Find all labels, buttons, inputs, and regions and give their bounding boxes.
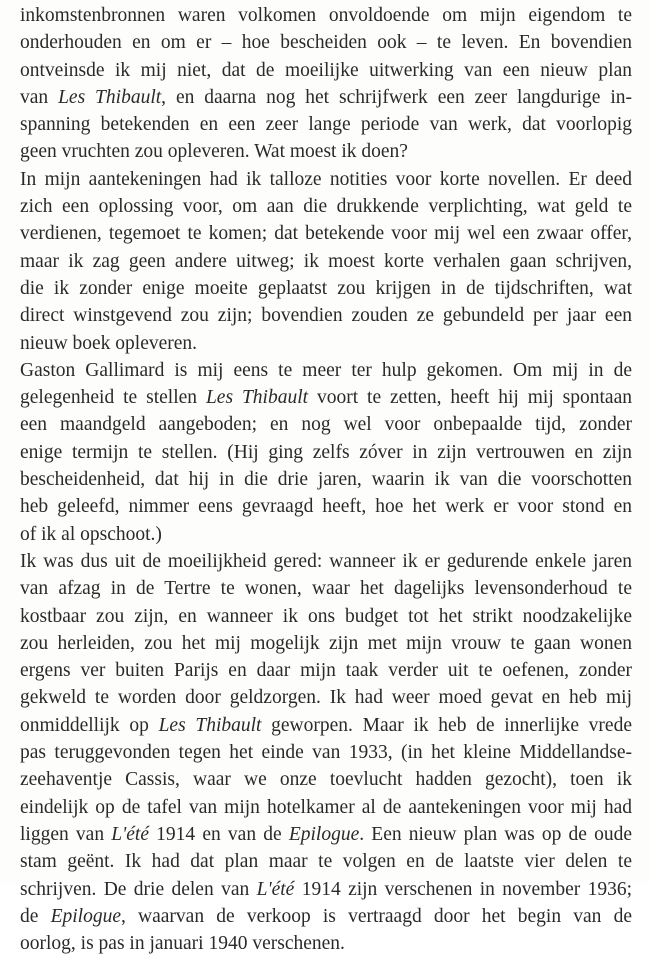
text-line <box>20 493 632 520</box>
text-line <box>20 439 632 466</box>
text-line <box>20 739 632 766</box>
text-run: Ik was dus uit de moeilijkheid gered: wanneer ik er gedurende enkele jaren <box>20 550 632 572</box>
text-run: . Een nieuw plan was op de oude <box>359 823 632 845</box>
text-line <box>20 2 632 29</box>
text-run: zeehaventje Cassis, waar we onze toevlucht hadden gezocht), toen ik <box>20 769 632 791</box>
text-run: gekweld te worden door geldzorgen. Ik had weer moed gevat en heb mij <box>20 687 632 709</box>
text-run: kostbaar zou zijn, en wanneer ik ons budget tot het strikt noodzakelijke <box>20 605 632 627</box>
text-line <box>20 330 632 357</box>
italic-title: Les Thibault <box>158 714 262 736</box>
text-line <box>20 794 632 821</box>
text-run: van <box>20 86 59 108</box>
text-line <box>20 302 632 329</box>
text-run: die ik zonder enige moeite geplaatst zou krijgen in de tijdschriften, wat <box>20 277 632 299</box>
text-line <box>20 466 632 493</box>
text-run: direct winstgevend zou zijn; bovendien zouden ze gebundeld per jaar een <box>20 305 632 327</box>
text-run: 1914 zijn verschenen in november 1936; <box>294 878 632 900</box>
text-line <box>20 603 632 630</box>
text-run: spanning betekenden en een zeer lange periode van werk, dat voorlopig <box>20 114 632 136</box>
text-line <box>20 575 632 602</box>
text-run: verdienen, tegemoet te komen; dat betekende voor mij wel een zwaar offer, <box>20 223 632 245</box>
text-run: of ik al opschoot.) <box>20 523 162 545</box>
italic-title: L'été <box>256 878 295 900</box>
text-run: ergens ver buiten Parijs en daar mijn taak verder uit te oefenen, zonder <box>20 660 632 682</box>
italic-title: Les Thibault <box>205 387 309 409</box>
text-run: onderhouden en om er – hoe bescheiden ook – te leven. En bovendien <box>20 32 632 54</box>
italic-title: Epilogue <box>288 823 360 845</box>
text-line <box>20 220 632 247</box>
text-run: heb geleefd, nimmer eens gevraagd heeft, hoe het werk er voor stond en <box>20 496 632 518</box>
text-run: Gaston Gallimard is mij eens te meer ter hulp gekomen. Om mij in de <box>20 359 632 381</box>
text-run: een maandgeld aangeboden; en nog wel voor onbepaalde tijd, zonder <box>20 414 632 436</box>
paragraph <box>20 548 632 957</box>
text-run: schrijven. De drie delen van <box>20 878 257 900</box>
text-run: geen vruchten zou opleveren. Wat moest ik doen? <box>20 141 408 163</box>
text-line <box>20 657 632 684</box>
italic-title: L'été <box>111 823 149 845</box>
text-line <box>20 821 632 848</box>
text-run: zou herleiden, zou het mij mogelijk zijn met mijn vrouw te gaan wonen <box>20 632 632 654</box>
text-line <box>20 930 632 957</box>
text-line <box>20 712 632 739</box>
text-line <box>20 29 632 56</box>
text-line <box>20 876 632 903</box>
text-run: maar ik zag geen andere uitweg; ik moest korte verhalen gaan schrijven, <box>20 250 632 272</box>
text-run: inkomstenbronnen waren volkomen onvoldoende om mijn eigendom te <box>20 5 632 26</box>
text-line <box>20 766 632 793</box>
text-line <box>20 630 632 657</box>
text-line <box>20 411 632 438</box>
text-run: , en daarna nog het schrijfwerk een zeer langdurige in- <box>161 86 632 108</box>
text-run: de <box>20 905 51 927</box>
paragraph <box>20 357 632 548</box>
text-line <box>20 903 632 930</box>
text-line <box>20 684 632 711</box>
text-line <box>20 848 632 875</box>
text-run: oorlog, is pas in januari 1940 verschenen. <box>20 933 345 955</box>
text-run: liggen van <box>20 823 112 845</box>
text-run: , waarvan de verkoop is vertraagd door het begin van de <box>120 905 632 927</box>
text-line <box>20 548 632 575</box>
text-line <box>20 521 632 548</box>
italic-title: Les Thibault <box>58 86 162 108</box>
text-run: zich een oplossing voor, om aan die drukkende verplichting, wat geld te <box>20 196 632 218</box>
text-run: gelegenheid te stellen <box>20 387 206 409</box>
text-run: eindelijk op de tafel van mijn hotelkamer al de aantekeningen voor mij had <box>20 796 632 818</box>
text-run: 1914 en van de <box>149 823 289 845</box>
text-run: onmiddellijk op <box>20 714 159 736</box>
text-line <box>20 248 632 275</box>
text-line <box>20 138 632 165</box>
text-run: voort te zetten, heeft hij mij spontaan <box>308 387 632 409</box>
text-line <box>20 111 632 138</box>
text-run: geworpen. Maar ik heb de innerlijke vrede <box>261 714 632 736</box>
text-line <box>20 357 632 384</box>
text-line <box>20 84 632 111</box>
text-line <box>20 193 632 220</box>
text-line <box>20 57 632 84</box>
text-run: nieuw boek opleveren. <box>20 332 198 354</box>
paragraph <box>20 166 632 357</box>
text-line <box>20 166 632 193</box>
text-run: stam geënt. Ik had dat plan maar te volgen en de laatste vier delen te <box>20 851 632 873</box>
text-run: van afzag in de Tertre te wonen, waar het dagelijks levensonderhoud te <box>20 578 632 600</box>
text-run: pas teruggevonden tegen het einde van 1933, (in het kleine Middellandse- <box>20 742 632 764</box>
text-run: ontveinsde ik mij niet, dat de moeilijke uitwerking van een nieuw plan <box>20 59 632 81</box>
text-line <box>20 275 632 302</box>
body-text <box>20 2 632 957</box>
italic-title: Epilogue <box>50 905 121 927</box>
text-line <box>20 384 632 411</box>
text-run: In mijn aantekeningen had ik talloze notities voor korte novellen. Er deed <box>20 168 632 190</box>
text-run: bescheidenheid, dat hij in die drie jaren, waarin ik van die voorschotten <box>20 469 632 491</box>
paragraph <box>20 2 632 166</box>
text-run: enige termijn te stellen. (Hij ging zelfs zóver in zijn vertrouwen en zijn <box>20 441 632 463</box>
